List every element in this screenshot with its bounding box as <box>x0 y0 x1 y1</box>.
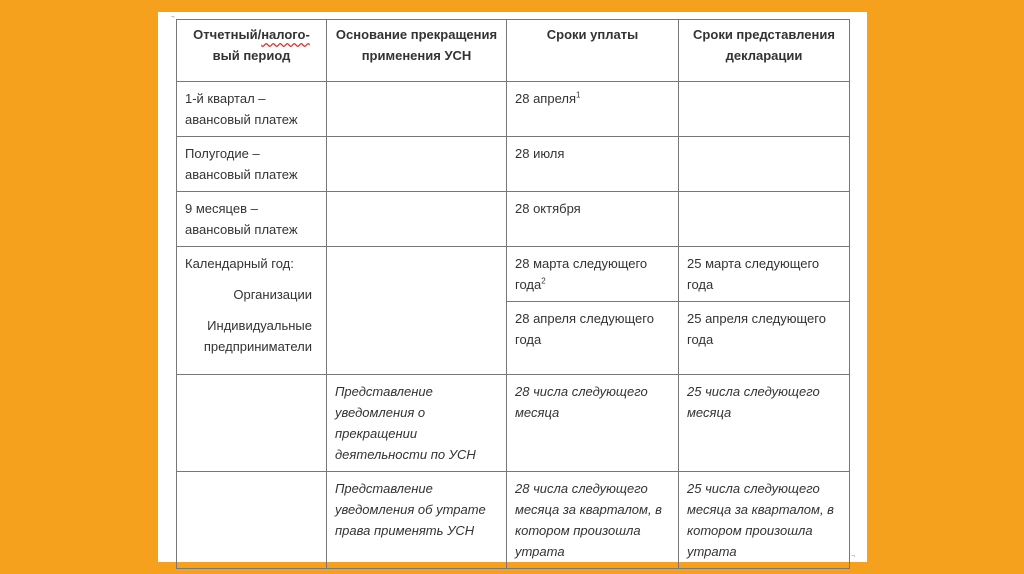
spellcheck-underlined-word: налого- <box>261 27 310 42</box>
payment-cell: 28 июля <box>507 137 679 192</box>
payment-cell: 28 числа следующего месяца за кварталом, в котором произошла утрата <box>507 472 679 569</box>
header-period: Отчетный/налого- вый период <box>177 20 327 82</box>
payment-cell: 28 числа следующего месяца <box>507 375 679 472</box>
table-row <box>177 192 850 247</box>
header-declaration: Сроки представления декларации <box>679 20 850 82</box>
basis-cell <box>327 137 507 192</box>
basis-cell: Представление уведомления об утрате права применять УСН <box>327 472 507 569</box>
table-row <box>177 472 850 569</box>
declaration-cell: 25 числа следующего месяца за кварталом, в котором произошла утрата <box>679 472 850 569</box>
header-basis: Основание прекращения применения УСН <box>327 20 507 82</box>
basis-cell <box>327 82 507 137</box>
header-payment: Сроки уплаты <box>507 20 679 82</box>
period-cell <box>177 472 327 569</box>
document-page <box>158 12 867 562</box>
header-row <box>177 20 850 82</box>
period-cell: 9 месяцев – авансовый платеж <box>177 192 327 247</box>
table-row <box>177 137 850 192</box>
ip-label: Индивидуальные предприниматели <box>203 318 312 354</box>
org-label: Организации <box>233 287 312 302</box>
basis-cell <box>327 247 507 375</box>
payment-cell: 28 апреля следующего года <box>507 302 679 375</box>
payment-cell: 28 апреля$^1$ <box>507 82 679 137</box>
table-row <box>177 247 850 302</box>
declaration-cell: 25 марта следующего года <box>679 247 850 302</box>
footnote-mark: 2 <box>541 276 546 286</box>
declaration-cell: 25 числа следующего месяца <box>679 375 850 472</box>
footnote-mark: 1 <box>576 90 581 100</box>
declaration-cell <box>679 137 850 192</box>
period-cell: 1-й квартал – авансовый платеж <box>177 82 327 137</box>
period-cell <box>177 375 327 472</box>
corner-mark-icon: ¬ <box>851 554 855 560</box>
payment-cell: 28 октября <box>507 192 679 247</box>
declaration-cell <box>679 192 850 247</box>
usn-deadlines-table <box>176 19 850 569</box>
period-cell: Полугодие – авансовый платеж <box>177 137 327 192</box>
table-row <box>177 375 850 472</box>
declaration-cell <box>679 82 850 137</box>
payment-cell: 28 марта следующего года$^2$ <box>507 247 679 302</box>
basis-cell <box>327 192 507 247</box>
year-period-cell <box>177 247 327 375</box>
year-label: Календарный год: <box>185 256 294 271</box>
basis-cell: Представление уведомления о прекращении деятельности по УСН <box>327 375 507 472</box>
declaration-cell: 25 апреля следующего года <box>679 302 850 375</box>
table-row <box>177 82 850 137</box>
corner-mark-icon: ¬ <box>171 15 175 21</box>
